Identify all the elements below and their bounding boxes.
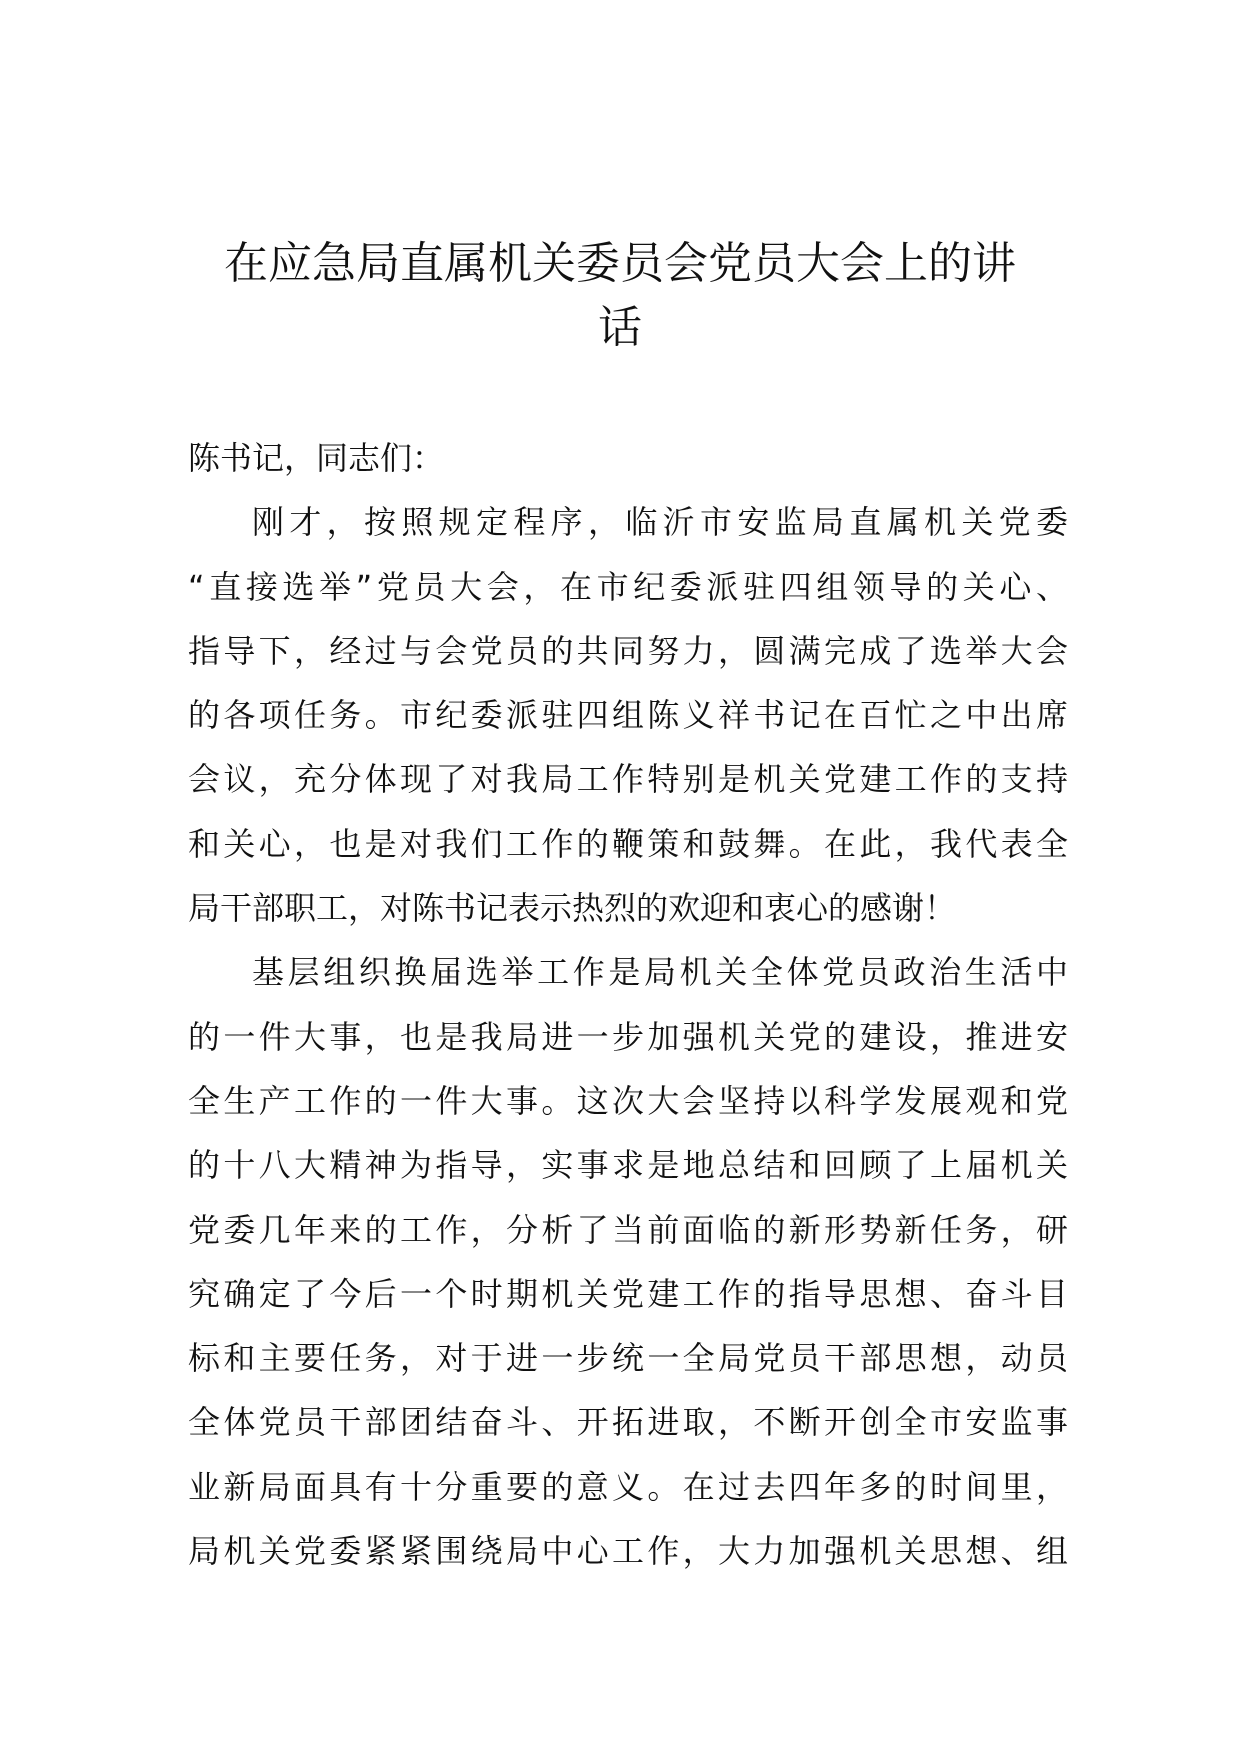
paragraph-line: 全体党员干部团结奋斗、开拓进取，不断开创全市安监事	[188, 1403, 1068, 1442]
salutation: 陈书记，同志们：	[188, 439, 445, 477]
document-body	[188, 426, 1068, 1583]
paragraph-2	[188, 940, 1068, 1583]
paragraph-line: 刚才，按照规定程序，临沂市安监局直属机关党委	[252, 503, 1068, 542]
paragraph-line: 业新局面具有十分重要的意义。在过去四年多的时间里，	[188, 1467, 1068, 1506]
paragraph-line: 党委几年来的工作，分析了当前面临的新形势新任务，研	[188, 1210, 1068, 1249]
paragraph-line: “直接选举”党员大会，在市纪委派驻四组领导的关心、	[188, 567, 1068, 606]
paragraph-line: 局机关党委紧紧围绕局中心工作，大力加强机关思想、组	[188, 1532, 1068, 1571]
paragraph-line: 和关心，也是对我们工作的鞭策和鼓舞。在此，我代表全	[188, 824, 1068, 863]
paragraph-line: 全生产工作的一件大事。这次大会坚持以科学发展观和党	[188, 1081, 1068, 1120]
paragraph-line: 标和主要任务，对于进一步统一全局党员干部思想，动员	[188, 1339, 1068, 1378]
paragraph-line: 会议，充分体现了对我局工作特别是机关党建工作的支持	[188, 760, 1068, 799]
title-line: 话	[598, 302, 642, 353]
paragraph-line: 究确定了今后一个时期机关党建工作的指导思想、奋斗目	[188, 1274, 1068, 1313]
document-title	[180, 232, 1060, 360]
paragraph-line: 的一件大事，也是我局进一步加强机关党的建设，推进安	[188, 1017, 1068, 1056]
paragraph-line: 的十八大精神为指导，实事求是地总结和回顾了上届机关	[188, 1146, 1068, 1185]
paragraph-1	[188, 490, 1068, 940]
paragraph-line: 基层组织换届选举工作是局机关全体党员政治生活中	[252, 953, 1068, 992]
paragraph-line: 指导下，经过与会党员的共同努力，圆满完成了选举大会	[188, 631, 1068, 670]
paragraph-line: 局干部职工，对陈书记表示热烈的欢迎和衷心的感谢！	[188, 889, 957, 928]
paragraph-line: 的各项任务。市纪委派驻四组陈义祥书记在百忙之中出席	[188, 696, 1068, 735]
title-line: 在应急局直属机关委员会党员大会上的讲	[224, 238, 1016, 289]
